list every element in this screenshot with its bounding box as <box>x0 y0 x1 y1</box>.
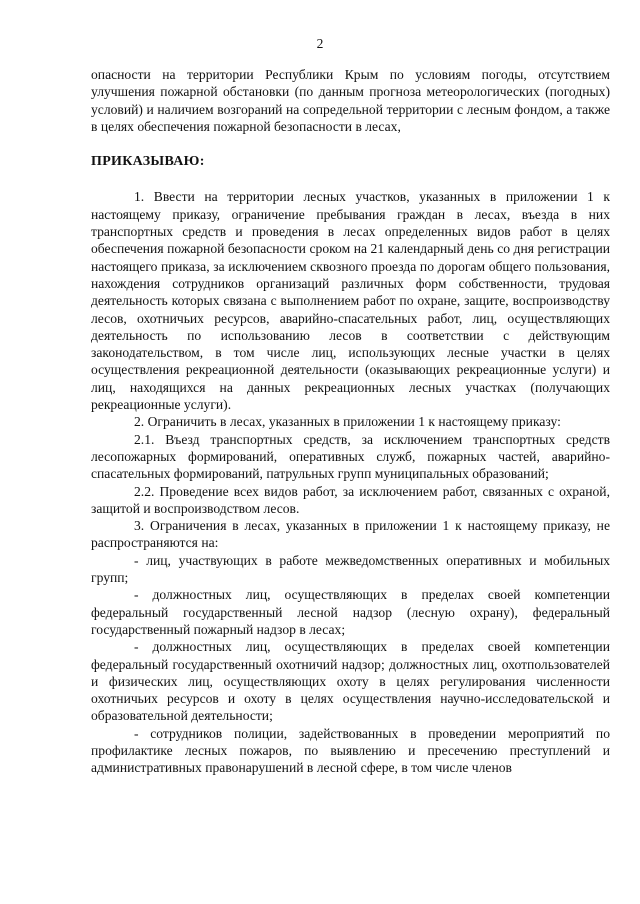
list-item-police: - сотрудников полиции, задействованных в проведении мероприятий по профилактике лесных пожаров, по выявлению и пресечению преступлений и административных правонарушений в лесной сфере, в том числе членов <box>91 725 610 776</box>
paragraph-1: 1. Ввести на территории лесных участков, указанных в приложении 1 к настоящему приказу, ограничение пребывания граждан в лесах, въезда в них транспортных средств и проведения в лесах определенных видов работ в целях обеспечения пожарной безопасности сроком на 21 календарный день со дня регистрации настоящего приказа, за исключением сквозного проезда по дорогам общего пользования, нахождения сотрудников организаций различных форм собственности, трудовая деятельность которых связана с выполнением работ по охране, защите, воспроизводству лесов, охотничьих ресурсов, аварийно-спасательных работ, лиц, осуществляющих деятельность по использованию лесов в соответствии с действующим законодательством, в том числе лиц, использующих лесные участки в целях осуществления рекреационной деятельности (оказывающих рекреационные услуги) и лиц, находящихся на данных рекреационных лесных участках (получающих рекреационные услуги). <box>91 189 610 413</box>
page-number: 2 <box>316 36 324 51</box>
paragraph-3: 3. Ограничения в лесах, указанных в приложении 1 к настоящему приказу, не распространяются на: <box>91 518 610 551</box>
paragraph-2-2: 2.2. Проведение всех видов работ, за исключением работ, связанных с охраной, защитой и воспроизводством лесов. <box>91 483 610 516</box>
list-item-forest-supervision: - должностных лиц, осуществляющих в пределах своей компетенции федеральный государственный лесной надзор (лесную охрану), федеральный государственный пожарный надзор в лесах; <box>91 587 610 637</box>
intro-paragraph: опасности на территории Республики Крым по условиям погоды, отсутствием улучшения пожарной обстановки (по данным прогноза метеорологических (погодных) условий) и наличием возгораний на сопредельной территории с лесным фондом, а также в целях обеспечения пожарной безопасности в лесах, <box>91 67 610 134</box>
document-body <box>91 66 610 777</box>
list-item-groups: - лиц, участвующих в работе межведомственных оперативных и мобильных групп; <box>91 552 610 586</box>
order-heading: ПРИКАЗЫВАЮ: <box>91 154 205 170</box>
paragraph-2: 2. Ограничить в лесах, указанных в приложении 1 к настоящему приказу: <box>134 414 561 430</box>
paragraph-2-1: 2.1. Въезд транспортных средств, за исключением транспортных средств лесопожарных формирований, оперативных служб, пожарных частей, аварийно- спасательных формирований, патрульных групп муниципальных образований; <box>91 431 610 482</box>
list-item-hunting-supervision: - должностных лиц, осуществляющих в пределах своей компетенции федеральный государственный охотничий надзор; должностных лиц, охотпользователей и физических лиц, осуществляющих охоту в целях регулирования численности охотничьих ресурсов и охоту в целях осуществления научно-исследовательской и образовательной деятельности; <box>91 639 610 724</box>
